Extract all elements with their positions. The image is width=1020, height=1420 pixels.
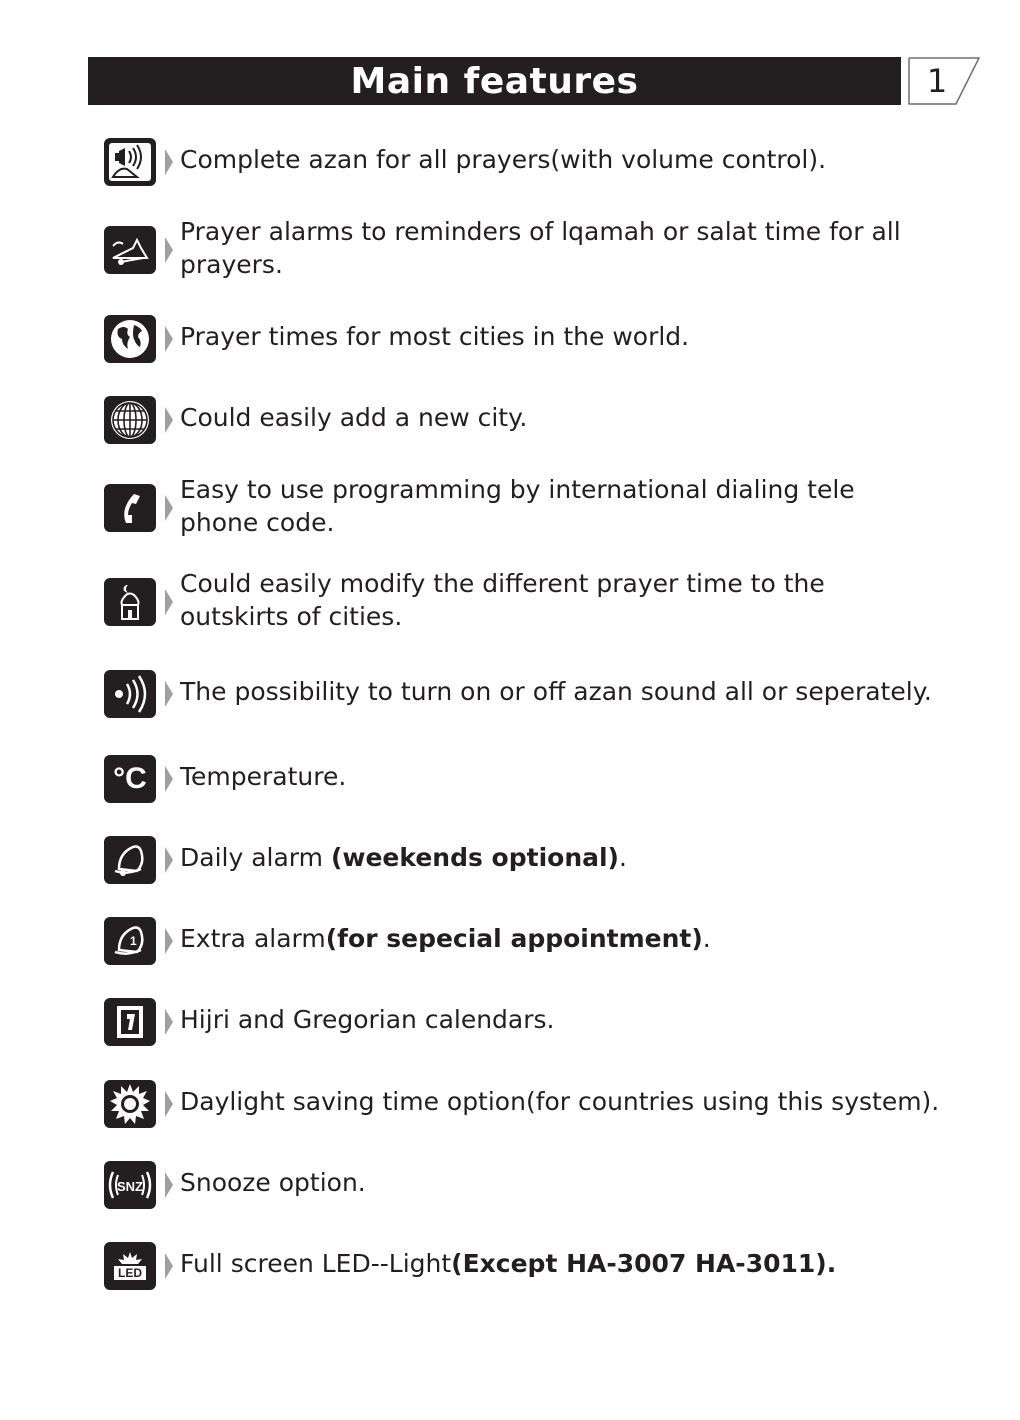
svg-text:1: 1 <box>130 934 137 948</box>
page-title: Main features <box>350 60 639 102</box>
feature-item-azan <box>104 138 984 198</box>
feature-text: Complete azan for all prayers(with volume control). <box>180 145 827 174</box>
calendar-icon <box>104 998 156 1046</box>
page-number-tab <box>908 57 980 105</box>
page-title-bar <box>88 57 901 105</box>
feature-text: Hijri and Gregorian calendars. <box>180 1005 555 1034</box>
mosque-moon-icon <box>104 578 156 626</box>
page-number: 1 <box>926 62 948 100</box>
feature-text: Snooze option. <box>180 1168 366 1197</box>
prayer-alarm-icon <box>104 226 156 274</box>
feature-item-calendars <box>104 998 984 1058</box>
feature-text: The possibility to turn on or off azan sound all or seperately. <box>180 677 932 706</box>
grid-globe-icon <box>104 396 156 444</box>
feature-item-prayer-alarms <box>104 217 984 286</box>
feature-text: Daily alarm (weekends optional). <box>180 843 627 872</box>
svg-text:LED: LED <box>118 1266 142 1280</box>
feature-item-azan-sound <box>104 670 984 730</box>
feature-item-daylight-saving <box>104 1080 984 1140</box>
svg-text:SNZ: SNZ <box>117 1179 143 1194</box>
bell-one-icon <box>104 917 156 965</box>
feature-text: Full screen LED--Light(Except HA-3007 HA-3011). <box>180 1249 837 1278</box>
azan-speaker-icon <box>104 138 156 186</box>
led-light-icon <box>104 1242 156 1290</box>
feature-text: Easy to use programming by international dialing tele phone code. <box>180 475 855 537</box>
feature-text: Could easily modify the different prayer time to the outskirts of cities. <box>180 569 825 631</box>
feature-item-temperature <box>104 755 984 815</box>
feature-text: Daylight saving time option(for countries using this system). <box>180 1087 940 1116</box>
feature-item-led-light <box>104 1242 984 1302</box>
feature-text: Prayer times for most cities in the world. <box>180 322 690 351</box>
feature-item-snooze <box>104 1161 984 1221</box>
phone-icon <box>104 484 156 532</box>
feature-item-dialing-code <box>104 475 984 544</box>
bell-icon <box>104 836 156 884</box>
feature-text: Extra alarm(for sepecial appointment). <box>180 924 711 953</box>
sound-waves-icon <box>104 670 156 718</box>
celsius-icon: °C <box>104 755 156 803</box>
feature-text: Temperature. <box>180 762 347 791</box>
sun-icon <box>104 1080 156 1128</box>
feature-item-extra-alarm <box>104 917 984 977</box>
feature-item-world-cities <box>104 315 984 375</box>
feature-text: Could easily add a new city. <box>180 403 528 432</box>
globe-world-icon <box>104 315 156 363</box>
feature-text: Prayer alarms to reminders of lqamah or salat time for all prayers. <box>180 217 901 279</box>
feature-item-add-city <box>104 396 984 456</box>
feature-item-outskirts <box>104 569 984 638</box>
feature-item-daily-alarm <box>104 836 984 896</box>
snooze-icon <box>104 1161 156 1209</box>
